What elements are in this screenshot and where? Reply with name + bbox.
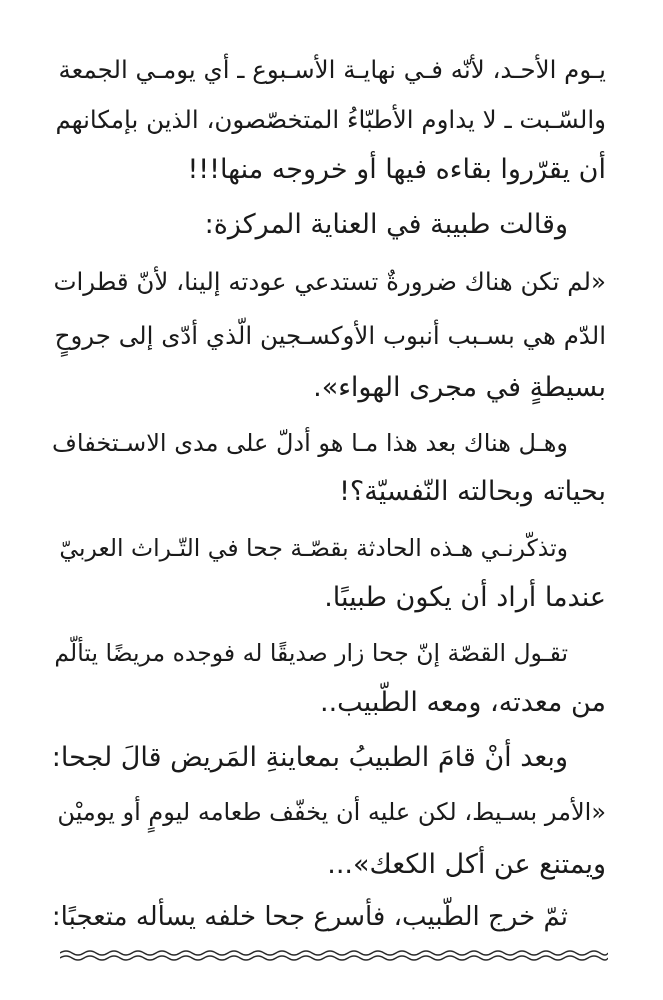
text-line-2: والسّـبت ـ لا يداوم الأطبّاءُ المتخصّصون، الذين بإمكانهم	[55, 105, 606, 134]
text-line-10: وتذكّرنـي هـذه الحادثة بقصّـة جحا في التّـراث العربيّ	[59, 534, 568, 562]
text-line-15: «الأمر بسـيط، لكن عليه أن يخفّف طعامه ليومٍ أو يوميْن	[57, 798, 606, 826]
text-line-3: أن يقرّروا بقاءه فيها أو خروجه منها!!!	[187, 154, 606, 185]
text-line-13: من معدته، ومعه الطّبيب..	[320, 687, 606, 718]
text-line-14: وبعد أنْ قامَ الطبيبُ بمعاينةِ المَريض قالَ لجحا:	[51, 742, 568, 773]
text-line-6: الدّم هي بسـبب أنبوب الأوكسـجين الّذي أدّى إلى جروحٍ	[54, 321, 606, 350]
text-line-4: وقالت طبيبة في العناية المركزة:	[204, 209, 568, 240]
text-line-17: ثمّ خرج الطّبيب، فأسرع جحا خلفه يسأله متعجبًا:	[51, 902, 568, 932]
wavy-divider	[60, 948, 608, 962]
text-line-1: يـوم الأحـد، لأنّه فـي نهايـة الأسـبوع ـ أي يومـي الجمعة	[58, 55, 606, 84]
text-line-16: ويمتنع عن أكل الكعك»...	[327, 849, 606, 880]
text-line-11: عندما أراد أن يكون طبيبًا.	[324, 582, 606, 613]
text-line-8: وهـل هناك بعد هذا مـا هو أدلّ على مدى الاسـتخفاف	[52, 429, 568, 457]
text-line-5: «لم تكن هناك ضرورةٌ تستدعي عودته إلينا، لأنّ قطرات	[53, 267, 606, 296]
text-line-9: بحياته وبحالته النّفسيّة؟!	[339, 476, 606, 507]
text-line-12: تقـول القصّة إنّ جحا زار صديقًا له فوجده مريضًا يتألّم	[54, 639, 568, 667]
text-line-7: بسيطةٍ في مجرى الهواء».	[313, 372, 606, 403]
